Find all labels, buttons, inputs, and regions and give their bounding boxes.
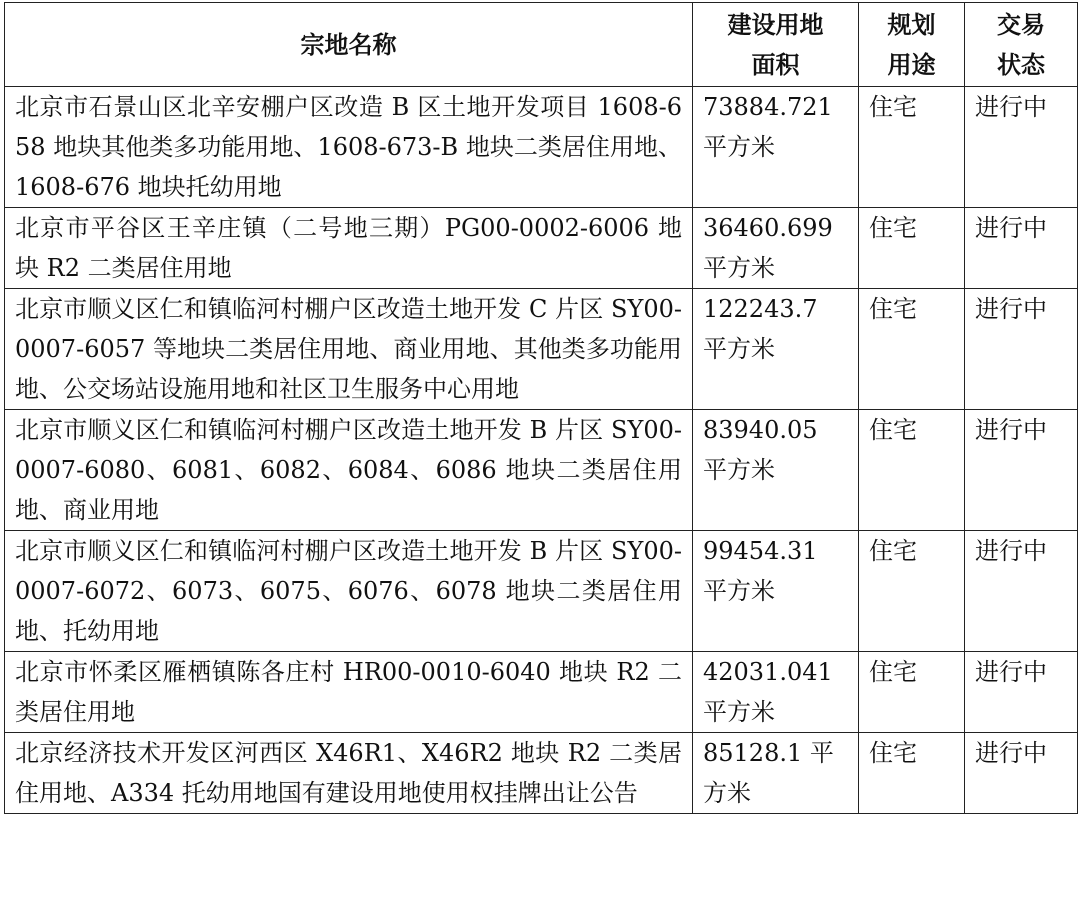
table-row [5,208,1078,289]
table-row [5,410,1078,531]
header-parcel-name: 宗地名称 [5,3,693,87]
trade-status: 进行中 [965,208,1078,289]
trade-status: 进行中 [965,289,1078,410]
trade-status: 进行中 [965,531,1078,652]
planned-use: 住宅 [859,289,965,410]
parcel-name: 北京市顺义区仁和镇临河村棚户区改造土地开发 B 片区 SY00-0007-6080、6081、6082、6084、6086 地块二类居住用地、商业用地 [5,410,693,531]
planned-use: 住宅 [859,531,965,652]
trade-status: 进行中 [965,652,1078,733]
land-area: 73884.721 平方米 [693,87,859,208]
land-area: 36460.699 平方米 [693,208,859,289]
parcel-name: 北京市怀柔区雁栖镇陈各庄村 HR00-0010-6040 地块 R2 二类居住用地 [5,652,693,733]
table-row [5,531,1078,652]
table-row [5,87,1078,208]
table-row [5,733,1078,814]
parcel-name: 北京市顺义区仁和镇临河村棚户区改造土地开发 C 片区 SY00-0007-6057 等地块二类居住用地、商业用地、其他类多功能用地、公交场站设施用地和社区卫生服务中心用地 [5,289,693,410]
header-land-area: 建设用地 面积 [693,3,859,87]
planned-use: 住宅 [859,410,965,531]
planned-use: 住宅 [859,652,965,733]
header-planned-use: 规划 用途 [859,3,965,87]
parcel-name: 北京市平谷区王辛庄镇（二号地三期）PG00-0002-6006 地块 R2 二类居住用地 [5,208,693,289]
trade-status: 进行中 [965,733,1078,814]
trade-status: 进行中 [965,87,1078,208]
land-area: 122243.7 平方米 [693,289,859,410]
planned-use: 住宅 [859,87,965,208]
land-parcel-table [4,2,1078,814]
land-area: 83940.05 平方米 [693,410,859,531]
planned-use: 住宅 [859,733,965,814]
header-trade-status: 交易 状态 [965,3,1078,87]
trade-status: 进行中 [965,410,1078,531]
land-area: 42031.041 平方米 [693,652,859,733]
land-area: 99454.31 平方米 [693,531,859,652]
parcel-name: 北京经济技术开发区河西区 X46R1、X46R2 地块 R2 二类居住用地、A334 托幼用地国有建设用地使用权挂牌出让公告 [5,733,693,814]
parcel-name: 北京市顺义区仁和镇临河村棚户区改造土地开发 B 片区 SY00-0007-6072、6073、6075、6076、6078 地块二类居住用地、托幼用地 [5,531,693,652]
land-area: 85128.1 平方米 [693,733,859,814]
table-header-row [5,3,1078,87]
table-row [5,289,1078,410]
parcel-name: 北京市石景山区北辛安棚户区改造 B 区土地开发项目 1608-658 地块其他类多功能用地、1608-673-B 地块二类居住用地、1608-676 地块托幼用地 [5,87,693,208]
planned-use: 住宅 [859,208,965,289]
table-row [5,652,1078,733]
